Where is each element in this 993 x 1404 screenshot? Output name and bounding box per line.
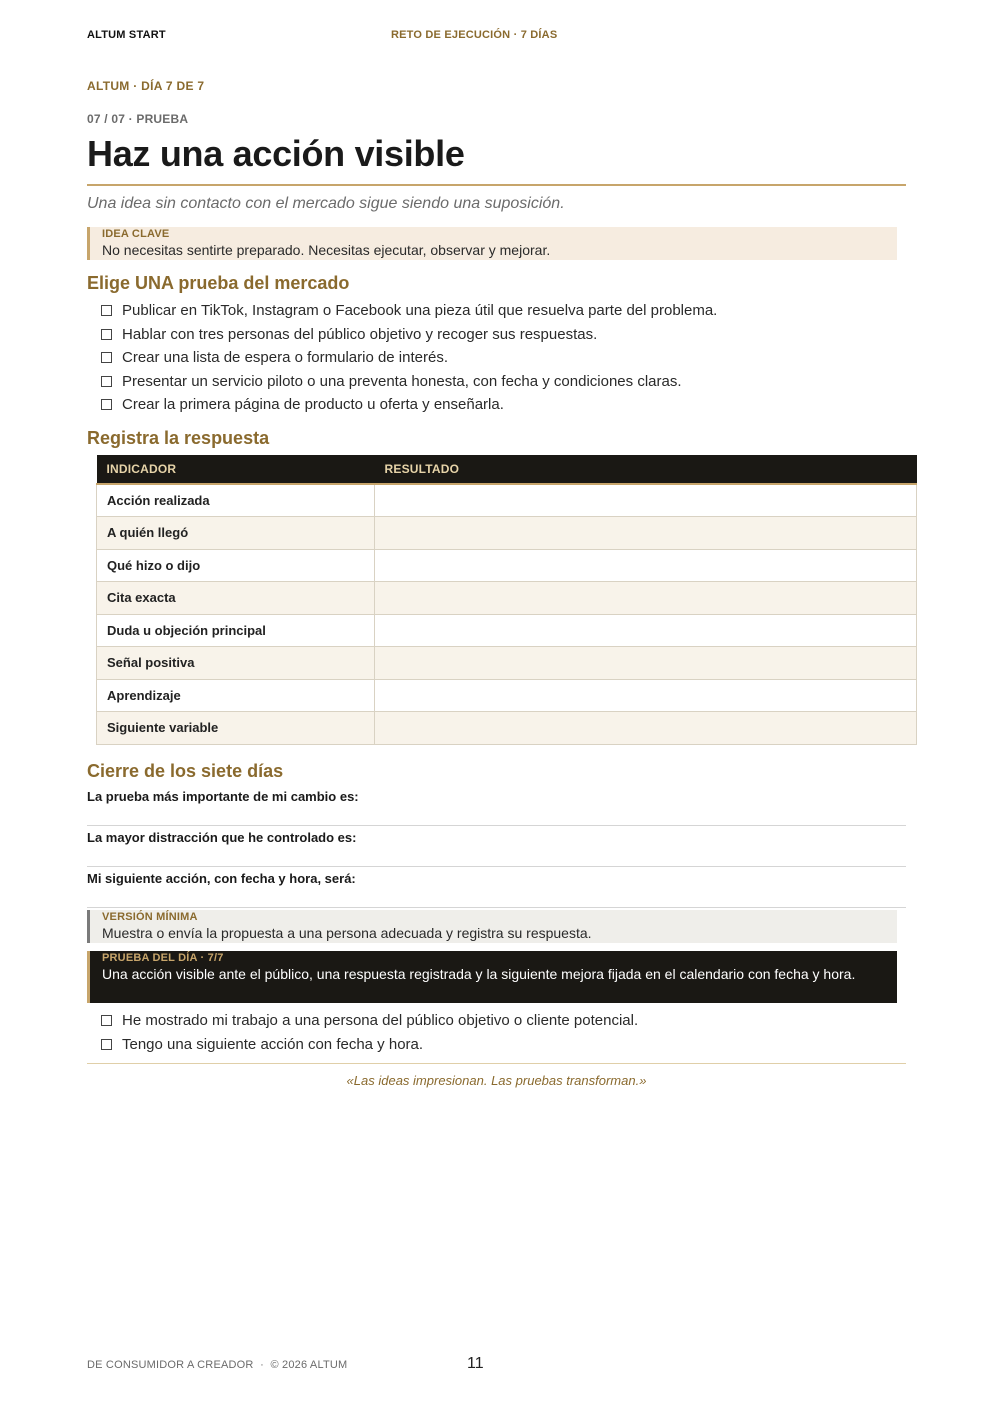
checkbox-icon[interactable]	[101, 352, 112, 363]
minimum-version-text: Muestra o envía la propuesta a una persona adecuada y registra su respuesta.	[102, 925, 592, 941]
table-header-row	[97, 455, 917, 484]
footer-credit: DE CONSUMIDOR A CREADOR · © 2026 ALTUM	[87, 1359, 348, 1371]
indicator-cell: A quién llegó	[97, 517, 375, 550]
checklist-item-label: Hablar con tres personas del público objetivo y recoger sus respuestas.	[122, 325, 598, 343]
checklist-item[interactable]	[101, 323, 717, 347]
checkbox-icon[interactable]	[101, 305, 112, 316]
minimum-version-title: VERSIÓN MÍNIMA	[102, 911, 198, 923]
answer-line[interactable]	[87, 866, 906, 867]
closing-heading: Cierre de los siete días	[87, 761, 284, 781]
checkbox-icon[interactable]	[101, 1039, 112, 1050]
table-row	[97, 614, 917, 647]
table-row	[97, 679, 917, 712]
checklist-item-label: Crear la primera página de producto u oferta y enseñarla.	[122, 396, 504, 414]
checklist-item-label: Publicar en TikTok, Instagram o Facebook una pieza útil que resuelva parte del problema.	[122, 302, 718, 320]
indicator-cell: Aprendizaje	[97, 679, 375, 712]
closing-quote: «Las ideas impresionan. Las pruebas transforman.»	[346, 1073, 647, 1088]
column-header-indicator: INDICADOR	[97, 455, 375, 484]
checklist-item[interactable]	[101, 1033, 638, 1057]
closing-prompt-label: La mayor distracción que he controlado es:	[87, 830, 357, 845]
result-cell[interactable]	[375, 582, 917, 615]
final-checklist	[101, 1009, 638, 1056]
checklist-item-label: He mostrado mi trabajo a una persona del público objetivo o cliente potencial.	[122, 1012, 639, 1030]
table-row	[97, 549, 917, 582]
market-test-checklist	[101, 299, 717, 417]
checkbox-icon[interactable]	[101, 1015, 112, 1026]
checklist-item[interactable]	[101, 346, 717, 370]
closing-prompt-label: La prueba más importante de mi cambio es:	[87, 789, 359, 804]
step-label: 07 / 07 · PRUEBA	[87, 112, 189, 126]
checkbox-icon[interactable]	[101, 399, 112, 410]
checklist-item-label: Crear una lista de espera o formulario de interés.	[122, 349, 449, 367]
checkbox-icon[interactable]	[101, 329, 112, 340]
result-cell[interactable]	[375, 647, 917, 680]
checklist-item[interactable]	[101, 393, 717, 417]
result-cell[interactable]	[375, 679, 917, 712]
answer-line[interactable]	[87, 907, 906, 908]
table-row	[97, 647, 917, 680]
day-kicker: ALTUM · DÍA 7 DE 7	[87, 79, 205, 93]
checklist-item[interactable]	[101, 299, 717, 323]
table-row	[97, 484, 917, 517]
closing-prompt-label: Mi siguiente acción, con fecha y hora, será:	[87, 871, 356, 886]
result-cell[interactable]	[375, 614, 917, 647]
closing-prompt	[87, 830, 906, 845]
result-cell[interactable]	[375, 712, 917, 745]
market-test-heading: Elige UNA prueba del mercado	[87, 273, 350, 293]
checklist-item-label: Tengo una siguiente acción con fecha y hora.	[122, 1035, 424, 1053]
response-heading: Registra la respuesta	[87, 428, 270, 448]
checkbox-icon[interactable]	[101, 376, 112, 387]
title-divider	[87, 184, 906, 186]
column-header-result: RESULTADO	[375, 455, 917, 484]
table-row	[97, 712, 917, 745]
key-idea-title: IDEA CLAVE	[102, 228, 170, 240]
indicator-cell: Duda u objeción principal	[97, 614, 375, 647]
indicator-cell: Qué hizo o dijo	[97, 549, 375, 582]
day-proof-callout	[87, 951, 897, 1003]
checklist-item[interactable]	[101, 370, 717, 394]
key-idea-text: No necesitas sentirte preparado. Necesitas ejecutar, observar y mejorar.	[102, 242, 551, 258]
response-table	[96, 455, 917, 745]
checklist-item-label: Presentar un servicio piloto o una preventa honesta, con fecha y condiciones claras.	[122, 372, 682, 390]
table-row	[97, 582, 917, 615]
indicator-cell: Cita exacta	[97, 582, 375, 615]
closing-prompt	[87, 871, 906, 886]
table-row	[97, 517, 917, 550]
page-subtitle: Una idea sin contacto con el mercado sigue siendo una suposición.	[87, 195, 565, 212]
indicator-cell: Acción realizada	[97, 484, 375, 517]
page-number: 11	[467, 1355, 484, 1372]
result-cell[interactable]	[375, 549, 917, 582]
minimum-version-callout	[87, 910, 897, 943]
indicator-cell: Señal positiva	[97, 647, 375, 680]
day-proof-title: PRUEBA DEL DÍA · 7/7	[102, 952, 224, 964]
checklist-item[interactable]	[101, 1009, 638, 1033]
indicator-cell: Siguiente variable	[97, 712, 375, 745]
result-cell[interactable]	[375, 484, 917, 517]
closing-prompt	[87, 789, 906, 804]
page-title: Haz una acción visible	[87, 133, 465, 174]
header-challenge: RETO DE EJECUCIÓN · 7 DÍAS	[391, 29, 558, 41]
day-proof-text: Una acción visible ante el público, una respuesta registrada y la siguiente mejora fijada en el calendario con fecha y hora.	[102, 966, 856, 982]
closing-divider	[87, 1063, 906, 1064]
key-idea-callout	[87, 227, 897, 260]
header-brand: ALTUM START	[87, 29, 166, 41]
result-cell[interactable]	[375, 517, 917, 550]
answer-line[interactable]	[87, 825, 906, 826]
